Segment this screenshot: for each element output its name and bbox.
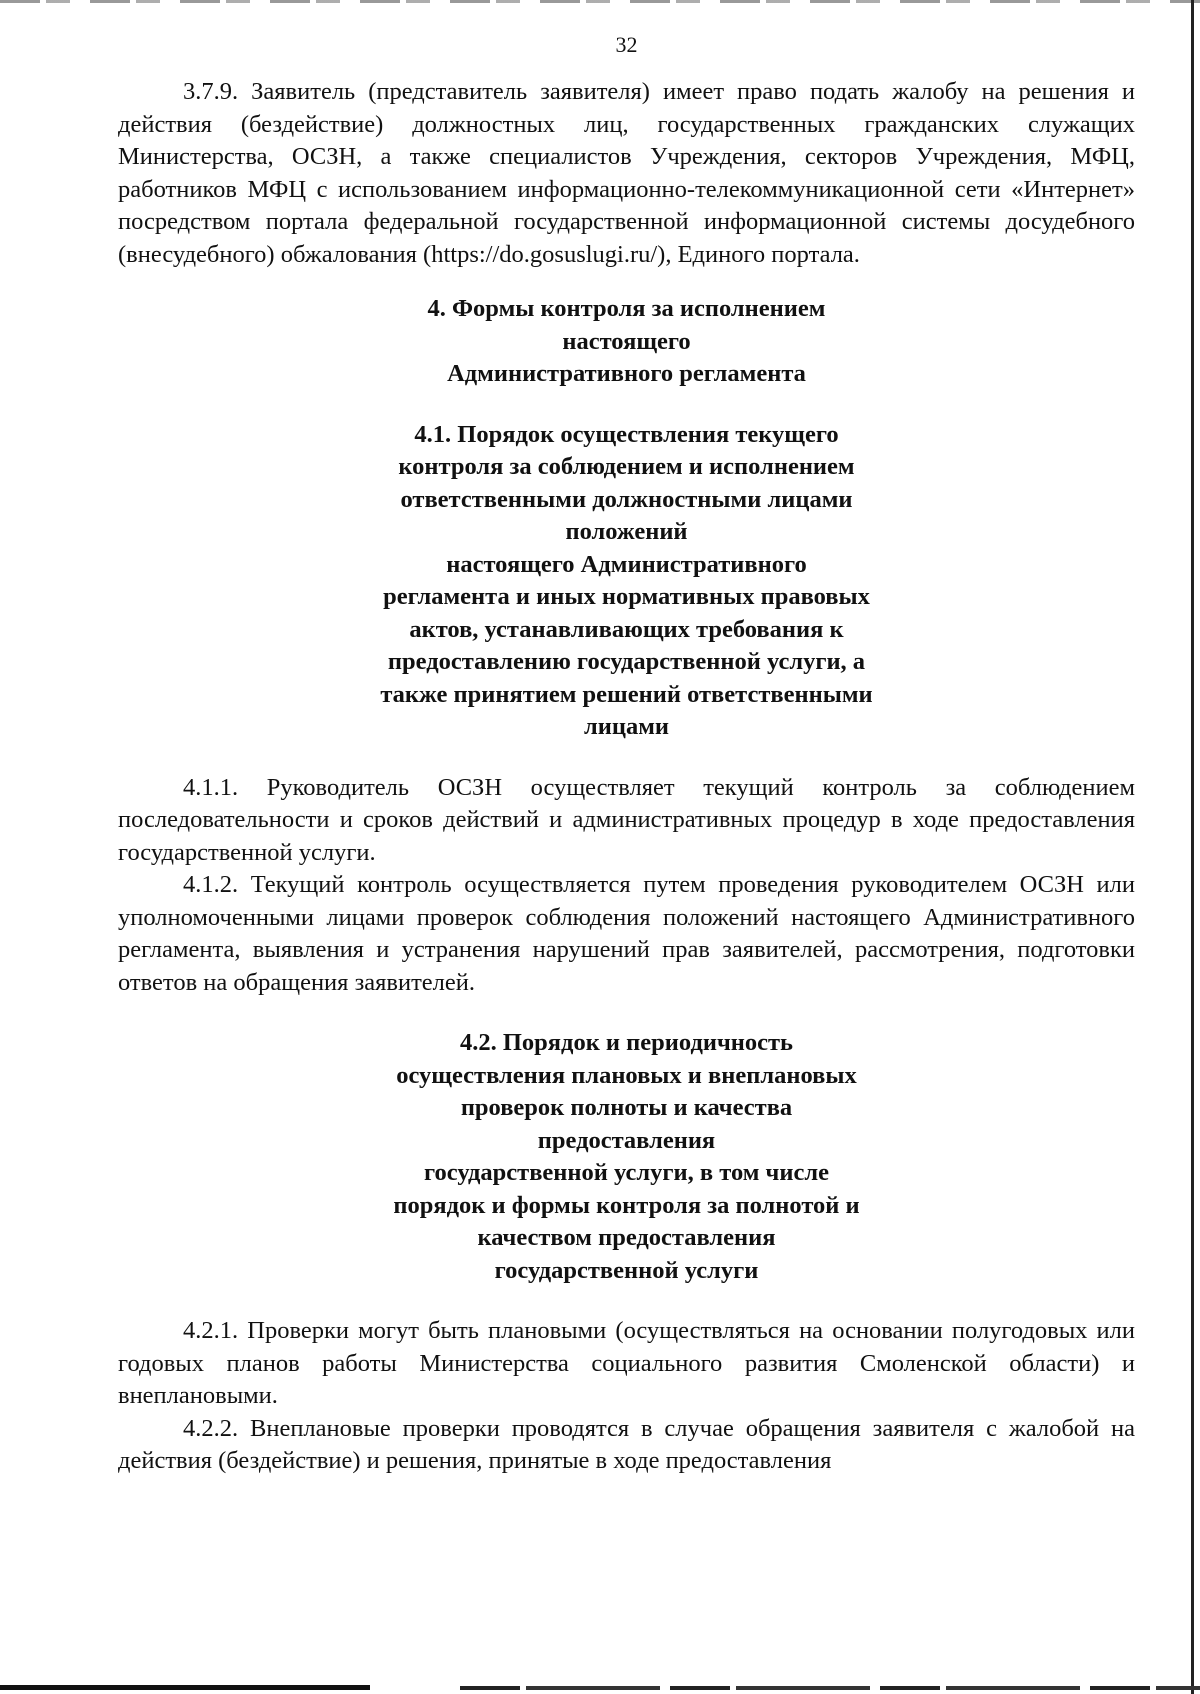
heading-line: порядок и формы контроля за полнотой и xyxy=(393,1191,860,1219)
heading-line: настоящего Административного xyxy=(446,550,807,578)
heading-line: предоставления xyxy=(537,1126,716,1154)
scan-artifact-right xyxy=(1191,0,1194,1694)
paragraph-4-2-1: 4.2.1. Проверки могут быть плановыми (осуществляться на основании полугодовых или годовых планов работы Министерства социального развития Смоленской области) и внеплановыми. xyxy=(118,1317,1135,1409)
heading-line: регламента и иных нормативных правовых xyxy=(383,583,870,610)
scan-artifact-top xyxy=(0,0,1200,3)
heading-line: 4.1. Порядок осуществления текущего xyxy=(414,420,839,448)
paragraph-3-7-9: 3.7.9. Заявитель (представитель заявителя) имеет право подать жалобу на решения и действия (бездействие) должностных лиц, государственных гражданских служащих Министерства, ОСЗН, а также специалистов Учреждения, секторов Учреждения, МФЦ, работников МФЦ с использованием информационно-телекоммуникационной сети «Интернет» посредством портала федеральной государственной информационной системы досудебного (внесудебного) обжалования (https://do.gosuslugi.ru/), Единого портала. xyxy=(118,78,1135,268)
heading-line: Административного регламента xyxy=(447,360,806,387)
heading-line: государственной услуги, в том числе xyxy=(424,1159,829,1186)
heading-line: ответственными должностными лицами xyxy=(400,485,853,513)
heading-line: предоставлению государственной услуги, а xyxy=(387,648,866,675)
paragraph-4-2-2: 4.2.2. Внеплановые проверки проводятся в случае обращения заявителя с жалобой на действия (бездействие) и решения, принятые в ходе предоставления xyxy=(118,1414,1135,1474)
heading-section-4-2 xyxy=(327,1027,927,1287)
heading-line: положений xyxy=(565,518,688,545)
page-content xyxy=(118,30,1135,1478)
paragraph-4-1-1: 4.1.1. Руководитель ОСЗН осуществляет текущий контроль за соблюдением последовательности и сроков действий и административных процедур в ходе предоставления государственной услуги. xyxy=(118,773,1135,866)
paragraph-4-1-2: 4.1.2. Текущий контроль осуществляется путем проведения руководителем ОСЗН или уполномоченными лицами проверок соблюдения положений настоящего Административного регламента, выявления и устранения нарушений прав заявителей, рассмотрения, подготовки ответов на обращения заявителей. xyxy=(118,871,1135,996)
page-number: 32 xyxy=(615,32,638,57)
heading-line: также принятием решений ответственными xyxy=(380,680,873,708)
heading-line: настоящего xyxy=(562,327,691,355)
scan-artifact-bottom-right xyxy=(460,1686,1200,1690)
heading-line: контроля за соблюдением и исполнением xyxy=(398,453,855,480)
heading-section-4-1 xyxy=(327,419,927,744)
heading-line: государственной услуги xyxy=(494,1256,759,1284)
scan-artifact-bottom-left xyxy=(0,1685,370,1690)
heading-section-4 xyxy=(347,293,907,391)
heading-line: лицами xyxy=(583,713,670,740)
heading-line: качеством предоставления xyxy=(477,1224,776,1251)
heading-line: актов, устанавливающих требования к xyxy=(409,615,844,643)
heading-line: осуществления плановых и внеплановых xyxy=(396,1061,857,1089)
heading-line: проверок полноты и качества xyxy=(460,1094,793,1121)
heading-line: 4. Формы контроля за исполнением xyxy=(427,295,826,322)
heading-line: 4.2. Порядок и периодичность xyxy=(459,1029,794,1056)
